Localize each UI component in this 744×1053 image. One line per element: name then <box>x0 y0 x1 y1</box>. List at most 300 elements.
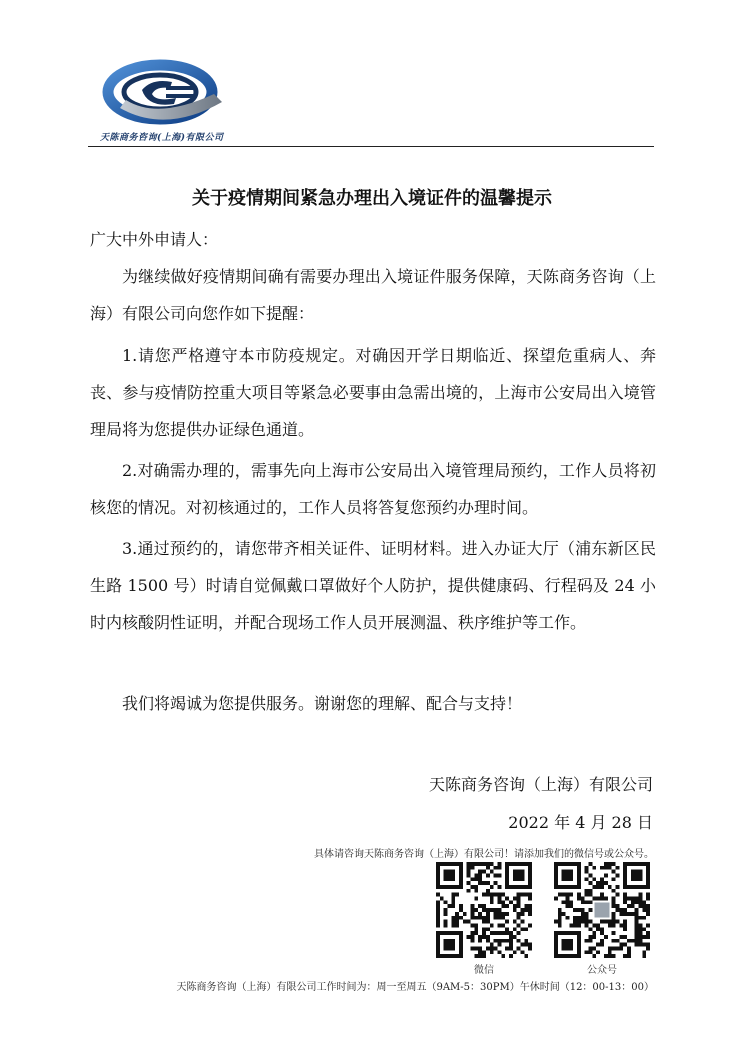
qr-module <box>612 954 616 958</box>
qr-module <box>631 900 635 904</box>
qr-module <box>513 920 517 924</box>
qr-module <box>486 935 490 939</box>
qr-module <box>471 877 475 881</box>
qr-module <box>528 897 532 901</box>
qr-module <box>589 920 593 924</box>
logo-company-name: 天陈商务咨询(上海)有限公司 <box>100 133 224 143</box>
qr-module <box>436 904 440 908</box>
qr-module <box>509 900 513 904</box>
qr-module <box>642 935 646 939</box>
qr-module <box>486 862 490 866</box>
qr-module <box>589 935 593 939</box>
qr-module <box>490 885 494 889</box>
qr-module <box>592 897 596 901</box>
qr-module <box>497 943 501 947</box>
qr-module <box>451 900 455 904</box>
qr-module <box>600 931 604 935</box>
qr-module <box>517 931 521 935</box>
qr-module <box>451 923 455 927</box>
qr-module <box>482 950 486 954</box>
qr-module <box>497 885 501 889</box>
qr-module <box>501 939 505 943</box>
qr-module <box>490 946 494 950</box>
qr-module <box>604 866 608 870</box>
working-hours-note: 天陈商务咨询（上海）有限公司工作时间为：周一至周五（9AM-5：30PM）午休时间（12：00-13：00） <box>176 982 654 993</box>
qr-module <box>627 904 631 908</box>
qr-module <box>509 939 513 943</box>
qr-module <box>494 931 498 935</box>
qr-module <box>520 927 524 931</box>
qr-module <box>554 897 558 901</box>
qr-module <box>596 897 600 901</box>
qr-module <box>471 916 475 920</box>
qr-module <box>604 874 608 878</box>
qr-module <box>463 920 467 924</box>
qr-module <box>608 923 612 927</box>
qr-module <box>486 889 490 893</box>
qr-module <box>467 870 471 874</box>
qr-module <box>646 943 650 947</box>
qr-module <box>486 916 490 920</box>
qr-module <box>585 889 589 893</box>
qr-module <box>436 912 440 916</box>
qr-module <box>513 950 517 954</box>
qr-module <box>474 874 478 878</box>
qr-module <box>604 954 608 958</box>
qr-module <box>558 916 562 920</box>
qr-module <box>631 904 635 908</box>
qr-module <box>467 881 471 885</box>
qr-module <box>589 950 593 954</box>
qr-module <box>474 954 478 958</box>
qr-module <box>467 935 471 939</box>
qr-module <box>471 912 475 916</box>
qr-module <box>577 893 581 897</box>
document-date: 2022 年 4 月 28 日 <box>508 813 653 832</box>
qr-module <box>467 862 471 866</box>
qr-module <box>589 862 593 866</box>
qr-module <box>619 912 623 916</box>
qr-module <box>490 908 494 912</box>
qr-module <box>478 950 482 954</box>
qr-finder-pattern <box>631 870 643 882</box>
qr-module <box>612 862 616 866</box>
qr-module <box>520 893 524 897</box>
qr-module <box>436 893 440 897</box>
qr-module <box>459 916 463 920</box>
qr-finder-pattern <box>513 870 525 882</box>
qr-module <box>482 920 486 924</box>
qr-module <box>474 877 478 881</box>
qr-module <box>528 904 532 908</box>
qr-module <box>615 920 619 924</box>
qr-module <box>478 912 482 916</box>
qr-module <box>486 874 490 878</box>
qr-module <box>596 881 600 885</box>
qr-module <box>638 904 642 908</box>
qr-module <box>589 927 593 931</box>
qr-module <box>463 912 467 916</box>
qr-module <box>615 904 619 908</box>
qr-module <box>600 897 604 901</box>
qr-module <box>440 897 444 901</box>
qr-module <box>494 893 498 897</box>
qr-module <box>490 862 494 866</box>
qr-module <box>600 866 604 870</box>
qr-module <box>642 908 646 912</box>
qr-module <box>558 908 562 912</box>
qr-module <box>612 870 616 874</box>
qr-module <box>517 916 521 920</box>
qr-module <box>497 931 501 935</box>
qr-module <box>623 954 627 958</box>
qr-module <box>585 877 589 881</box>
item-1-paragraph: 1.请您严格遵守本市防疫规定。对确因开学日期临近、探望危重病人、奔丧、参与疫情防控重大项目等紧急必要事由急需出境的，上海市公安局出入境管理局将为您提供办证绿色通道。 <box>90 346 656 439</box>
qr-module <box>623 908 627 912</box>
qr-module <box>490 900 494 904</box>
qr-module <box>592 866 596 870</box>
qr-module <box>467 866 471 870</box>
qr-module <box>528 946 532 950</box>
qr-module <box>451 920 455 924</box>
qr-module <box>589 939 593 943</box>
qr-module <box>436 920 440 924</box>
qr-module <box>505 897 509 901</box>
qr-module <box>451 904 455 908</box>
qr-module <box>490 931 494 935</box>
qr-module <box>494 939 498 943</box>
qr-module <box>562 900 566 904</box>
qr-module <box>524 908 528 912</box>
qr-module <box>501 923 505 927</box>
qr-module <box>509 954 513 958</box>
qr-module <box>635 923 639 927</box>
qr-module <box>459 908 463 912</box>
qr-module <box>604 897 608 901</box>
qr-module <box>486 866 490 870</box>
qr-module <box>509 935 513 939</box>
qr-module <box>494 912 498 916</box>
qr-module <box>486 920 490 924</box>
qr-module <box>646 912 650 916</box>
qr-module <box>482 870 486 874</box>
qr-module <box>528 893 532 897</box>
qr-module <box>517 897 521 901</box>
qr-module <box>497 900 501 904</box>
qr-module <box>436 908 440 912</box>
qr-module <box>486 908 490 912</box>
qr-module <box>566 916 570 920</box>
qr-module <box>600 893 604 897</box>
qr-module <box>627 946 631 950</box>
qr-module <box>513 904 517 908</box>
qr-module <box>612 920 616 924</box>
qr-module <box>471 935 475 939</box>
qr-module <box>524 954 528 958</box>
qr-module <box>615 946 619 950</box>
qr-module <box>482 935 486 939</box>
qr-module <box>497 939 501 943</box>
qr-module <box>585 939 589 943</box>
qr-module <box>501 931 505 935</box>
qr-module <box>623 935 627 939</box>
qr-module <box>520 908 524 912</box>
qr-module <box>478 862 482 866</box>
qr-module <box>635 897 639 901</box>
qr-module <box>444 900 448 904</box>
qr-module <box>566 904 570 908</box>
qr-module <box>608 954 612 958</box>
qr-module <box>513 935 517 939</box>
qr-module <box>501 893 505 897</box>
qr-module <box>581 897 585 901</box>
qr-module <box>455 912 459 916</box>
qr-module <box>501 900 505 904</box>
qr-module <box>635 935 639 939</box>
qr-module <box>631 939 635 943</box>
qr-module <box>524 927 528 931</box>
thanks-paragraph: 我们将竭诚为您提供服务。谢谢您的理解、配合与支持！ <box>122 694 523 713</box>
qr-module <box>642 904 646 908</box>
qr-module <box>585 870 589 874</box>
qr-module <box>478 954 482 958</box>
qr-module <box>635 943 639 947</box>
qr-module <box>646 908 650 912</box>
qr-module <box>490 950 494 954</box>
qr-module <box>623 900 627 904</box>
qr-module <box>444 912 448 916</box>
qr-module <box>592 885 596 889</box>
qr-module <box>600 927 604 931</box>
qr-module <box>642 900 646 904</box>
qr-module <box>600 885 604 889</box>
qr-module <box>566 900 570 904</box>
qr-module <box>471 862 475 866</box>
signature-company: 天陈商务咨询（上海）有限公司 <box>428 775 653 794</box>
qr-module <box>615 893 619 897</box>
qr-module <box>577 920 581 924</box>
qr-module <box>642 916 646 920</box>
qr-module <box>474 923 478 927</box>
qr-module <box>467 920 471 924</box>
qr-module <box>612 946 616 950</box>
qr-module <box>589 881 593 885</box>
qr-module <box>615 866 619 870</box>
qr-module <box>646 946 650 950</box>
qr-module <box>646 904 650 908</box>
qr-module <box>642 943 646 947</box>
qr-module <box>635 931 639 935</box>
qr-module <box>482 916 486 920</box>
qr-module <box>646 935 650 939</box>
qr-module <box>638 900 642 904</box>
qr-module <box>524 939 528 943</box>
qr-module <box>505 931 509 935</box>
qr-module <box>638 931 642 935</box>
qr-module <box>585 920 589 924</box>
qr-module <box>524 893 528 897</box>
qr-module <box>631 897 635 901</box>
qr-module <box>478 939 482 943</box>
qr-module <box>558 893 562 897</box>
document-title: 关于疫情期间紧急办理出入境证件的温馨提示 <box>192 188 552 209</box>
qr-module <box>627 897 631 901</box>
qr-module <box>482 881 486 885</box>
qr-module <box>497 950 501 954</box>
qr-module <box>589 946 593 950</box>
qr-module <box>517 900 521 904</box>
qr-module <box>638 935 642 939</box>
qr-module <box>612 923 616 927</box>
qr-module <box>592 877 596 881</box>
qr-module <box>554 920 558 924</box>
qr-module <box>478 904 482 908</box>
item-2-paragraph: 2.对确需办理的，需事先向上海市公安局出入境管理局预约，工作人员将初核您的情况。对初核通过的，工作人员将答复您预约办理时间。 <box>90 461 656 517</box>
qr-module <box>490 923 494 927</box>
qr-module <box>638 927 642 931</box>
intro-paragraph: 为继续做好疫情期间确有需要办理出入境证件服务保障，天陈商务咨询（上海）有限公司向您作如下提醒： <box>90 267 656 323</box>
qr-module <box>528 908 532 912</box>
qr-module <box>646 897 650 901</box>
qr-module <box>638 943 642 947</box>
qr-module <box>528 923 532 927</box>
qr-module <box>497 866 501 870</box>
qr-module <box>436 923 440 927</box>
qr-module <box>455 893 459 897</box>
qr-module <box>528 912 532 916</box>
qr-module <box>562 912 566 916</box>
qr-module <box>501 904 505 908</box>
qr-module <box>482 954 486 958</box>
qr-module <box>482 931 486 935</box>
qr-module <box>592 935 596 939</box>
qr-module <box>608 950 612 954</box>
qr-module <box>520 943 524 947</box>
qr-module <box>517 904 521 908</box>
qr-module <box>623 893 627 897</box>
qr-module <box>494 908 498 912</box>
qr-module <box>619 935 623 939</box>
qr-module <box>612 931 616 935</box>
qr-module <box>615 874 619 878</box>
qr-module <box>600 881 604 885</box>
qr-module <box>604 862 608 866</box>
contact-note: 具体请咨询天陈商务咨询（上海）有限公司！请添加我们的微信号或公众号。 <box>314 849 654 860</box>
qr-module <box>596 943 600 947</box>
qr-module <box>478 946 482 950</box>
qr-module <box>490 870 494 874</box>
qr-module <box>474 931 478 935</box>
qr-module <box>612 900 616 904</box>
wechat-qr-code <box>436 862 532 958</box>
qr-module <box>474 908 478 912</box>
qr-module <box>490 943 494 947</box>
qr-module <box>569 923 573 927</box>
qr-module <box>486 912 490 916</box>
qr-module <box>478 874 482 878</box>
qr-module <box>577 923 581 927</box>
qr-module <box>505 920 509 924</box>
qr-module <box>638 939 642 943</box>
qr-module <box>486 939 490 943</box>
qr-center-badge-icon <box>594 902 609 917</box>
qr-module <box>486 893 490 897</box>
wechat-qr-label: 微信 <box>474 965 494 976</box>
qr-module <box>569 893 573 897</box>
qr-module <box>619 923 623 927</box>
qr-module <box>581 912 585 916</box>
qr-module <box>494 866 498 870</box>
qr-module <box>596 950 600 954</box>
qr-module <box>436 900 440 904</box>
qr-module <box>627 939 631 943</box>
qr-module <box>646 931 650 935</box>
qr-module <box>471 939 475 943</box>
qr-module <box>509 946 513 950</box>
qr-module <box>585 912 589 916</box>
qr-module <box>471 923 475 927</box>
qr-module <box>581 920 585 924</box>
qr-module <box>520 912 524 916</box>
qr-module <box>585 950 589 954</box>
qr-module <box>623 923 627 927</box>
qr-module <box>604 935 608 939</box>
qr-module <box>589 889 593 893</box>
qr-module <box>482 893 486 897</box>
qr-module <box>482 862 486 866</box>
qr-module <box>482 904 486 908</box>
qr-module <box>577 897 581 901</box>
qr-module <box>596 885 600 889</box>
qr-module <box>635 916 639 920</box>
qr-module <box>581 916 585 920</box>
qr-module <box>478 877 482 881</box>
qr-module <box>505 946 509 950</box>
qr-module <box>474 889 478 893</box>
qr-module <box>448 904 452 908</box>
qr-module <box>604 881 608 885</box>
qr-module <box>608 866 612 870</box>
qr-module <box>520 920 524 924</box>
qr-module <box>619 908 623 912</box>
qr-module <box>642 954 646 958</box>
qr-module <box>513 897 517 901</box>
official-account-qr-label: 公众号 <box>587 965 617 976</box>
qr-module <box>474 897 478 901</box>
qr-module <box>451 893 455 897</box>
qr-module <box>501 954 505 958</box>
qr-module <box>558 923 562 927</box>
qr-finder-pattern <box>562 870 574 882</box>
qr-module <box>642 950 646 954</box>
qr-module <box>623 920 627 924</box>
qr-module <box>497 908 501 912</box>
qr-module <box>577 908 581 912</box>
qr-module <box>615 939 619 943</box>
qr-module <box>558 920 562 924</box>
qr-module <box>646 893 650 897</box>
qr-module <box>596 923 600 927</box>
qr-module <box>585 866 589 870</box>
qr-module <box>474 946 478 950</box>
qr-module <box>520 950 524 954</box>
qr-module <box>486 946 490 950</box>
qr-module <box>566 897 570 901</box>
qr-module <box>615 908 619 912</box>
qr-module <box>573 923 577 927</box>
qr-module <box>471 904 475 908</box>
qr-module <box>635 912 639 916</box>
